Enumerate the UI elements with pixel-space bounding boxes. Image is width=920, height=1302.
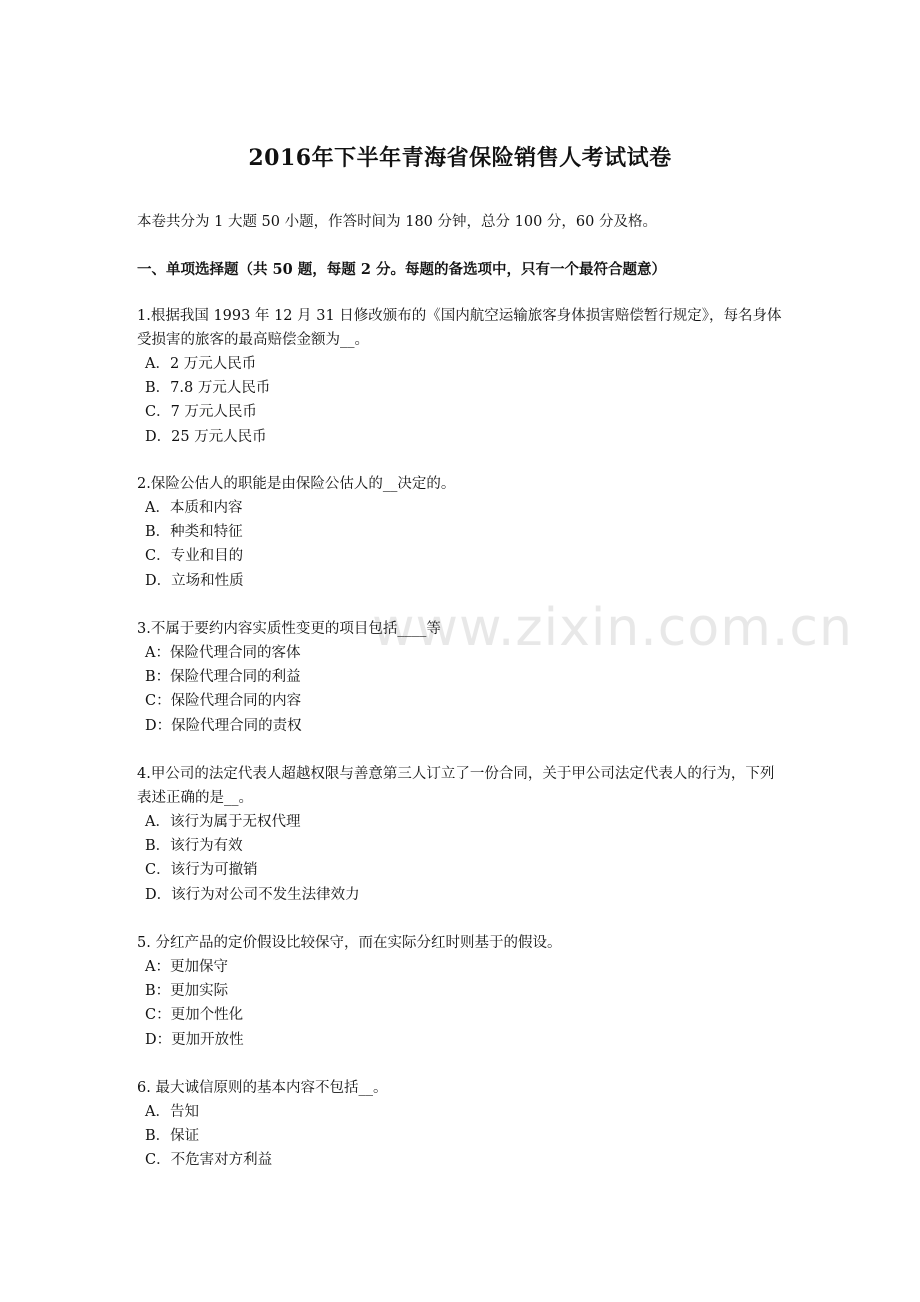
question-text: 4.甲公司的法定代表人超越权限与善意第三人订立了一份合同，关于甲公司法定代表人的行为，下列表述正确的是__。 <box>137 766 775 806</box>
question-text: 1.根据我国 1993 年 12 月 31 日修改颁布的《国内航空运输旅客身体损害赔偿暂行规定》，每名身体受损害的旅客的最高赔偿金额为__。 <box>137 308 782 348</box>
option-c: C：更加个性化 <box>145 1007 244 1024</box>
exam-intro: 本卷共分为 1 大题 50 小题，作答时间为 180 分钟，总分 100 分，60 分及格。 <box>137 214 657 230</box>
option-c: C：保险代理合同的内容 <box>145 693 302 710</box>
option-c: C．不危害对方利益 <box>145 1152 273 1169</box>
question-text: 6. 最大诚信原则的基本内容不包括__。 <box>137 1080 388 1096</box>
option-b: B：更加实际 <box>145 983 229 1000</box>
option-a: A：保险代理合同的客体 <box>145 645 301 661</box>
question-text: 2.保险公估人的职能是由保险公估人的__决定的。 <box>137 476 456 492</box>
option-d: D：保险代理合同的责权 <box>145 717 302 734</box>
watermark: www.zixin.com.cn <box>372 598 853 658</box>
option-a: A．2 万元人民币 <box>145 356 257 372</box>
question-text: 3.不属于要约内容实质性变更的项目包括____等 <box>137 621 441 637</box>
option-c: C．专业和目的 <box>145 548 244 565</box>
option-b: B．种类和特征 <box>145 524 243 541</box>
option-d: D．25 万元人民币 <box>145 428 267 445</box>
question-5 <box>137 931 787 1052</box>
option-a: A．本质和内容 <box>145 500 243 516</box>
option-c: C．该行为可撤销 <box>145 862 258 879</box>
option-b: B．保证 <box>145 1128 200 1145</box>
option-d: D：更加开放性 <box>145 1031 244 1048</box>
option-a: A．告知 <box>145 1104 199 1120</box>
option-d: D．该行为对公司不发生法律效力 <box>145 886 360 903</box>
question-text: 5. 分红产品的定价假设比较保守，而在实际分红时则基于的假设。 <box>137 935 562 951</box>
option-b: B：保险代理合同的利益 <box>145 669 301 686</box>
question-2 <box>137 472 787 593</box>
question-1 <box>137 304 787 449</box>
option-b: B．该行为有效 <box>145 838 243 855</box>
question-6 <box>137 1076 787 1173</box>
option-a: A：更加保守 <box>145 959 228 975</box>
option-c: C．7 万元人民币 <box>145 404 257 421</box>
option-d: D．立场和性质 <box>145 572 244 589</box>
option-a: A．该行为属于无权代理 <box>145 814 301 830</box>
section-heading: 一、单项选择题（共 50 题，每题 2 分。每题的备选项中，只有一个最符合题意） <box>137 261 666 278</box>
page-title: 2016年下半年青海省保险销售人考试试卷 <box>248 145 672 171</box>
question-3 <box>137 617 787 738</box>
option-b: B．7.8 万元人民币 <box>145 380 271 397</box>
question-4 <box>137 762 787 907</box>
